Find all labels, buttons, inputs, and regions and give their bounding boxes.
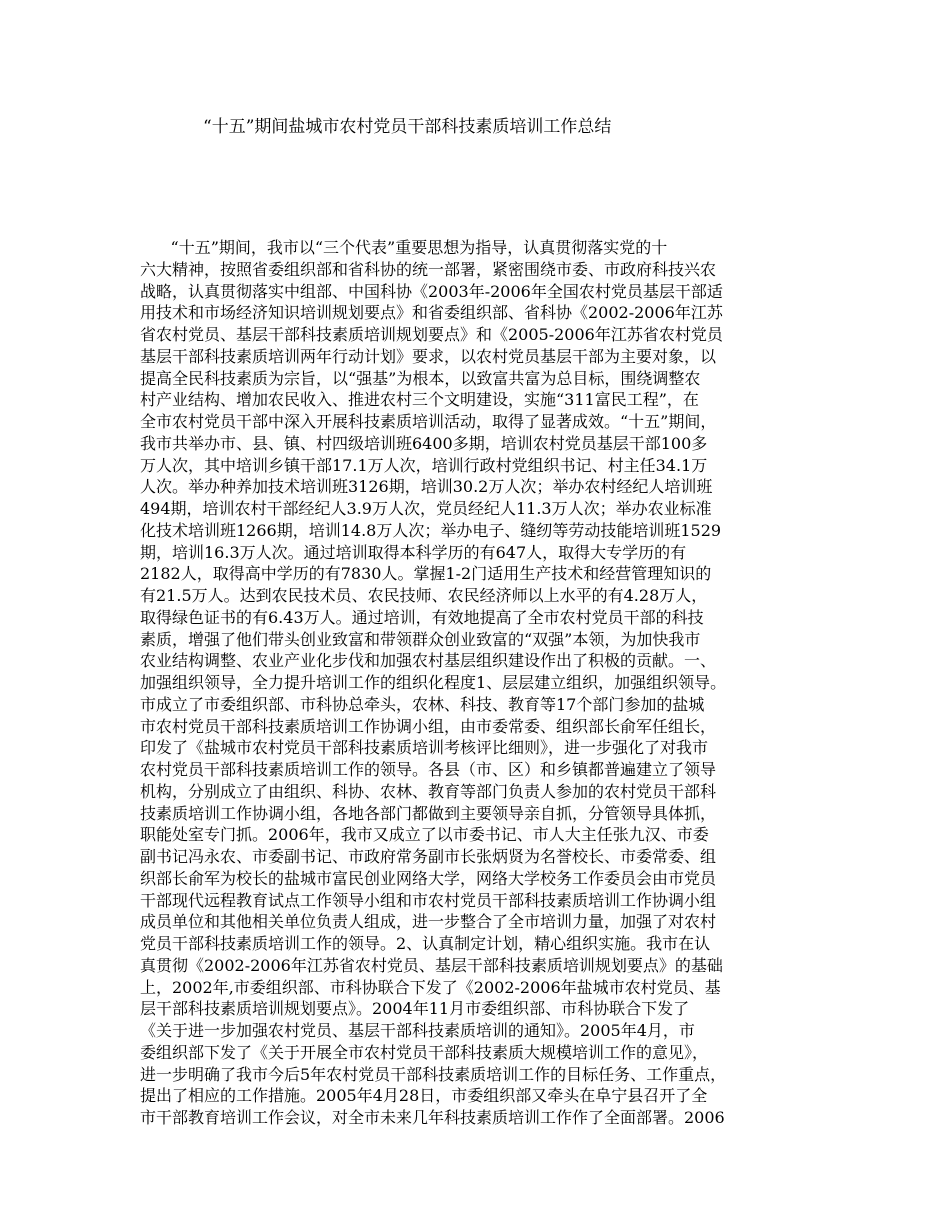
body-line: 省农村党员、基层干部科技素质培训规划要点》和《2005-2006年江苏省农村党员: [140, 325, 723, 344]
body-line: 职能处室专门抓。2006年，我市又成立了以市委书记、市人大主任张九汉、市委: [140, 825, 709, 845]
body-line: 基层干部科技素质培训两年行动计划》要求，以农村党员基层干部为主要对象，以: [140, 346, 717, 366]
body-line: 副书记冯永农、市委副书记、市政府常务副市长张炳贤为名誉校长、市委常委、组: [140, 847, 717, 866]
body-line: 我市共举办市、县、镇、村四级培训班6400多期，培训农村党员基层干部100多: [140, 433, 708, 453]
body-line: 加强组织领导，全力提升培训工作的组织化程度1、层层建立组织，加强组织领导。: [140, 673, 727, 692]
body-line: 印发了《盐城市农村党员干部科技素质培训考核评比细则》，进一步强化了对我市: [140, 738, 709, 758]
body-line: 六大精神，按照省委组织部和省科协的统一部署，紧密围绕市委、市政府科技兴农: [140, 259, 717, 279]
body-line: 干部现代远程教育试点工作领导小组和市农村党员干部科技素质培训工作协调小组: [140, 890, 717, 910]
body-line: 全市农村党员干部中深入开展科技素质培训活动，取得了显著成效。“十五”期间，: [140, 412, 717, 431]
body-line: 进一步明确了我市今后5年农村党员干部科技素质培训工作的目标任务、工作重点，: [140, 1064, 727, 1084]
body-line: 农村党员干部科技素质培训工作的领导。各县（市、区）和乡镇都普遍建立了领导: [140, 760, 717, 779]
body-line: 《关于进一步加强农村党员、基层干部科技素质培训的通知》。2005年4月，市: [140, 1021, 695, 1040]
body-line: 用技术和市场经济知识培训规划要点》和省委组织部、省科协《2002-2006年江苏: [140, 303, 723, 323]
body-line: 市干部教育培训工作会议，对全市未来几年科技素质培训工作作了全面部署。2006: [140, 1108, 725, 1127]
body-line: 万人次，其中培训乡镇干部17.1万人次，培训行政村党组织书记、村主任34.1万: [140, 455, 708, 475]
body-line: 素质，增强了他们带头创业致富和带领群众创业致富的“双强”本领，为加快我市: [140, 629, 701, 649]
body-line: 化技术培训班1266期，培训14.8万人次；举办电子、缝纫等劳动技能培训班1529: [140, 520, 722, 540]
body-line: “十五”期间，我市以“三个代表”重要思想为指导，认真贯彻落实党的十: [140, 238, 668, 257]
body-line: 真贯彻《2002-2006年江苏省农村党员、基层干部科技素质培训规划要点》的基础: [140, 955, 723, 975]
body-line: 期，培训16.3万人次。通过培训取得本科学历的有647人，取得大专学历的有: [140, 542, 687, 562]
document-body: [140, 237, 830, 1129]
body-line: 农业结构调整、农业产业化步伐和加强农村基层组织建设作出了积极的贡献。一、: [140, 651, 717, 671]
body-line: 村产业结构、增加农民收入、推进农村三个文明建设，实施“311富民工程”，在: [140, 390, 699, 410]
body-line: 有21.5万人。达到农民技术员、农民技师、农民经济师以上水平的有4.28万人，: [140, 586, 708, 605]
body-line: 2182人，取得高中学历的有7830人。掌握1-2门适用生产技术和经营管理知识的: [140, 564, 712, 584]
body-line: 市成立了市委组织部、市科协总牵头，农林、科技、教育等17个部门参加的盐城: [140, 694, 705, 714]
body-line: 织部长俞军为校长的盐城市富民创业网络大学，网络大学校务工作委员会由市党员: [140, 868, 717, 888]
document-title: “十五”期间盐城市农村党员干部科技素质培训工作总结: [203, 117, 612, 137]
body-line: 上，2002年,市委组织部、市科协联合下发了《2002-2006年盐城市农村党员、基: [140, 977, 721, 997]
body-line: 战略，认真贯彻落实中组部、中国科协《2003年-2006年全国农村党员基层干部适: [140, 281, 723, 301]
body-line: 党员干部科技素质培训工作的领导。2、认真制定计划，精心组织实施。我市在认: [140, 934, 711, 953]
body-line: 提出了相应的工作措施。2005年4月28日，市委组织部又牵头在阜宁县召开了全: [140, 1086, 708, 1106]
body-line: 委组织部下发了《关于开展全市农村党员干部科技素质大规模培训工作的意见》，: [140, 1042, 709, 1062]
body-line: 市农村党员干部科技素质培训工作协调小组，由市委常委、组织部长俞军任组长，: [140, 716, 717, 736]
body-line: 成员单位和其他相关单位负责人组成，进一步整合了全市培训力量，加强了对农村: [140, 912, 717, 932]
body-line: 提高全民科技素质为宗旨，以“强基”为根本，以致富共富为总目标，围绕调整农: [140, 368, 701, 388]
body-line: 层干部科技素质培训规划要点》。2004年11月市委组织部、市科协联合下发了: [140, 999, 690, 1019]
body-line: 技素质培训工作协调小组，各地各部门都做到主要领导亲自抓，分管领导具体抓，: [140, 803, 717, 823]
body-line: 机构，分别成立了由组织、科协、农林、教育等部门负责人参加的农村党员干部科: [140, 781, 717, 801]
body-line: 人次。举办种养加技术培训班3126期，培训30.2万人次；举办农村经纪人培训班: [140, 477, 713, 497]
body-line: 取得绿色证书的有6.43万人。通过培训，有效地提高了全市农村党员干部的科技: [140, 607, 704, 627]
body-line: 494期，培训农村干部经纪人3.9万人次，党员经纪人11.3万人次；举办农业标准: [140, 499, 712, 518]
